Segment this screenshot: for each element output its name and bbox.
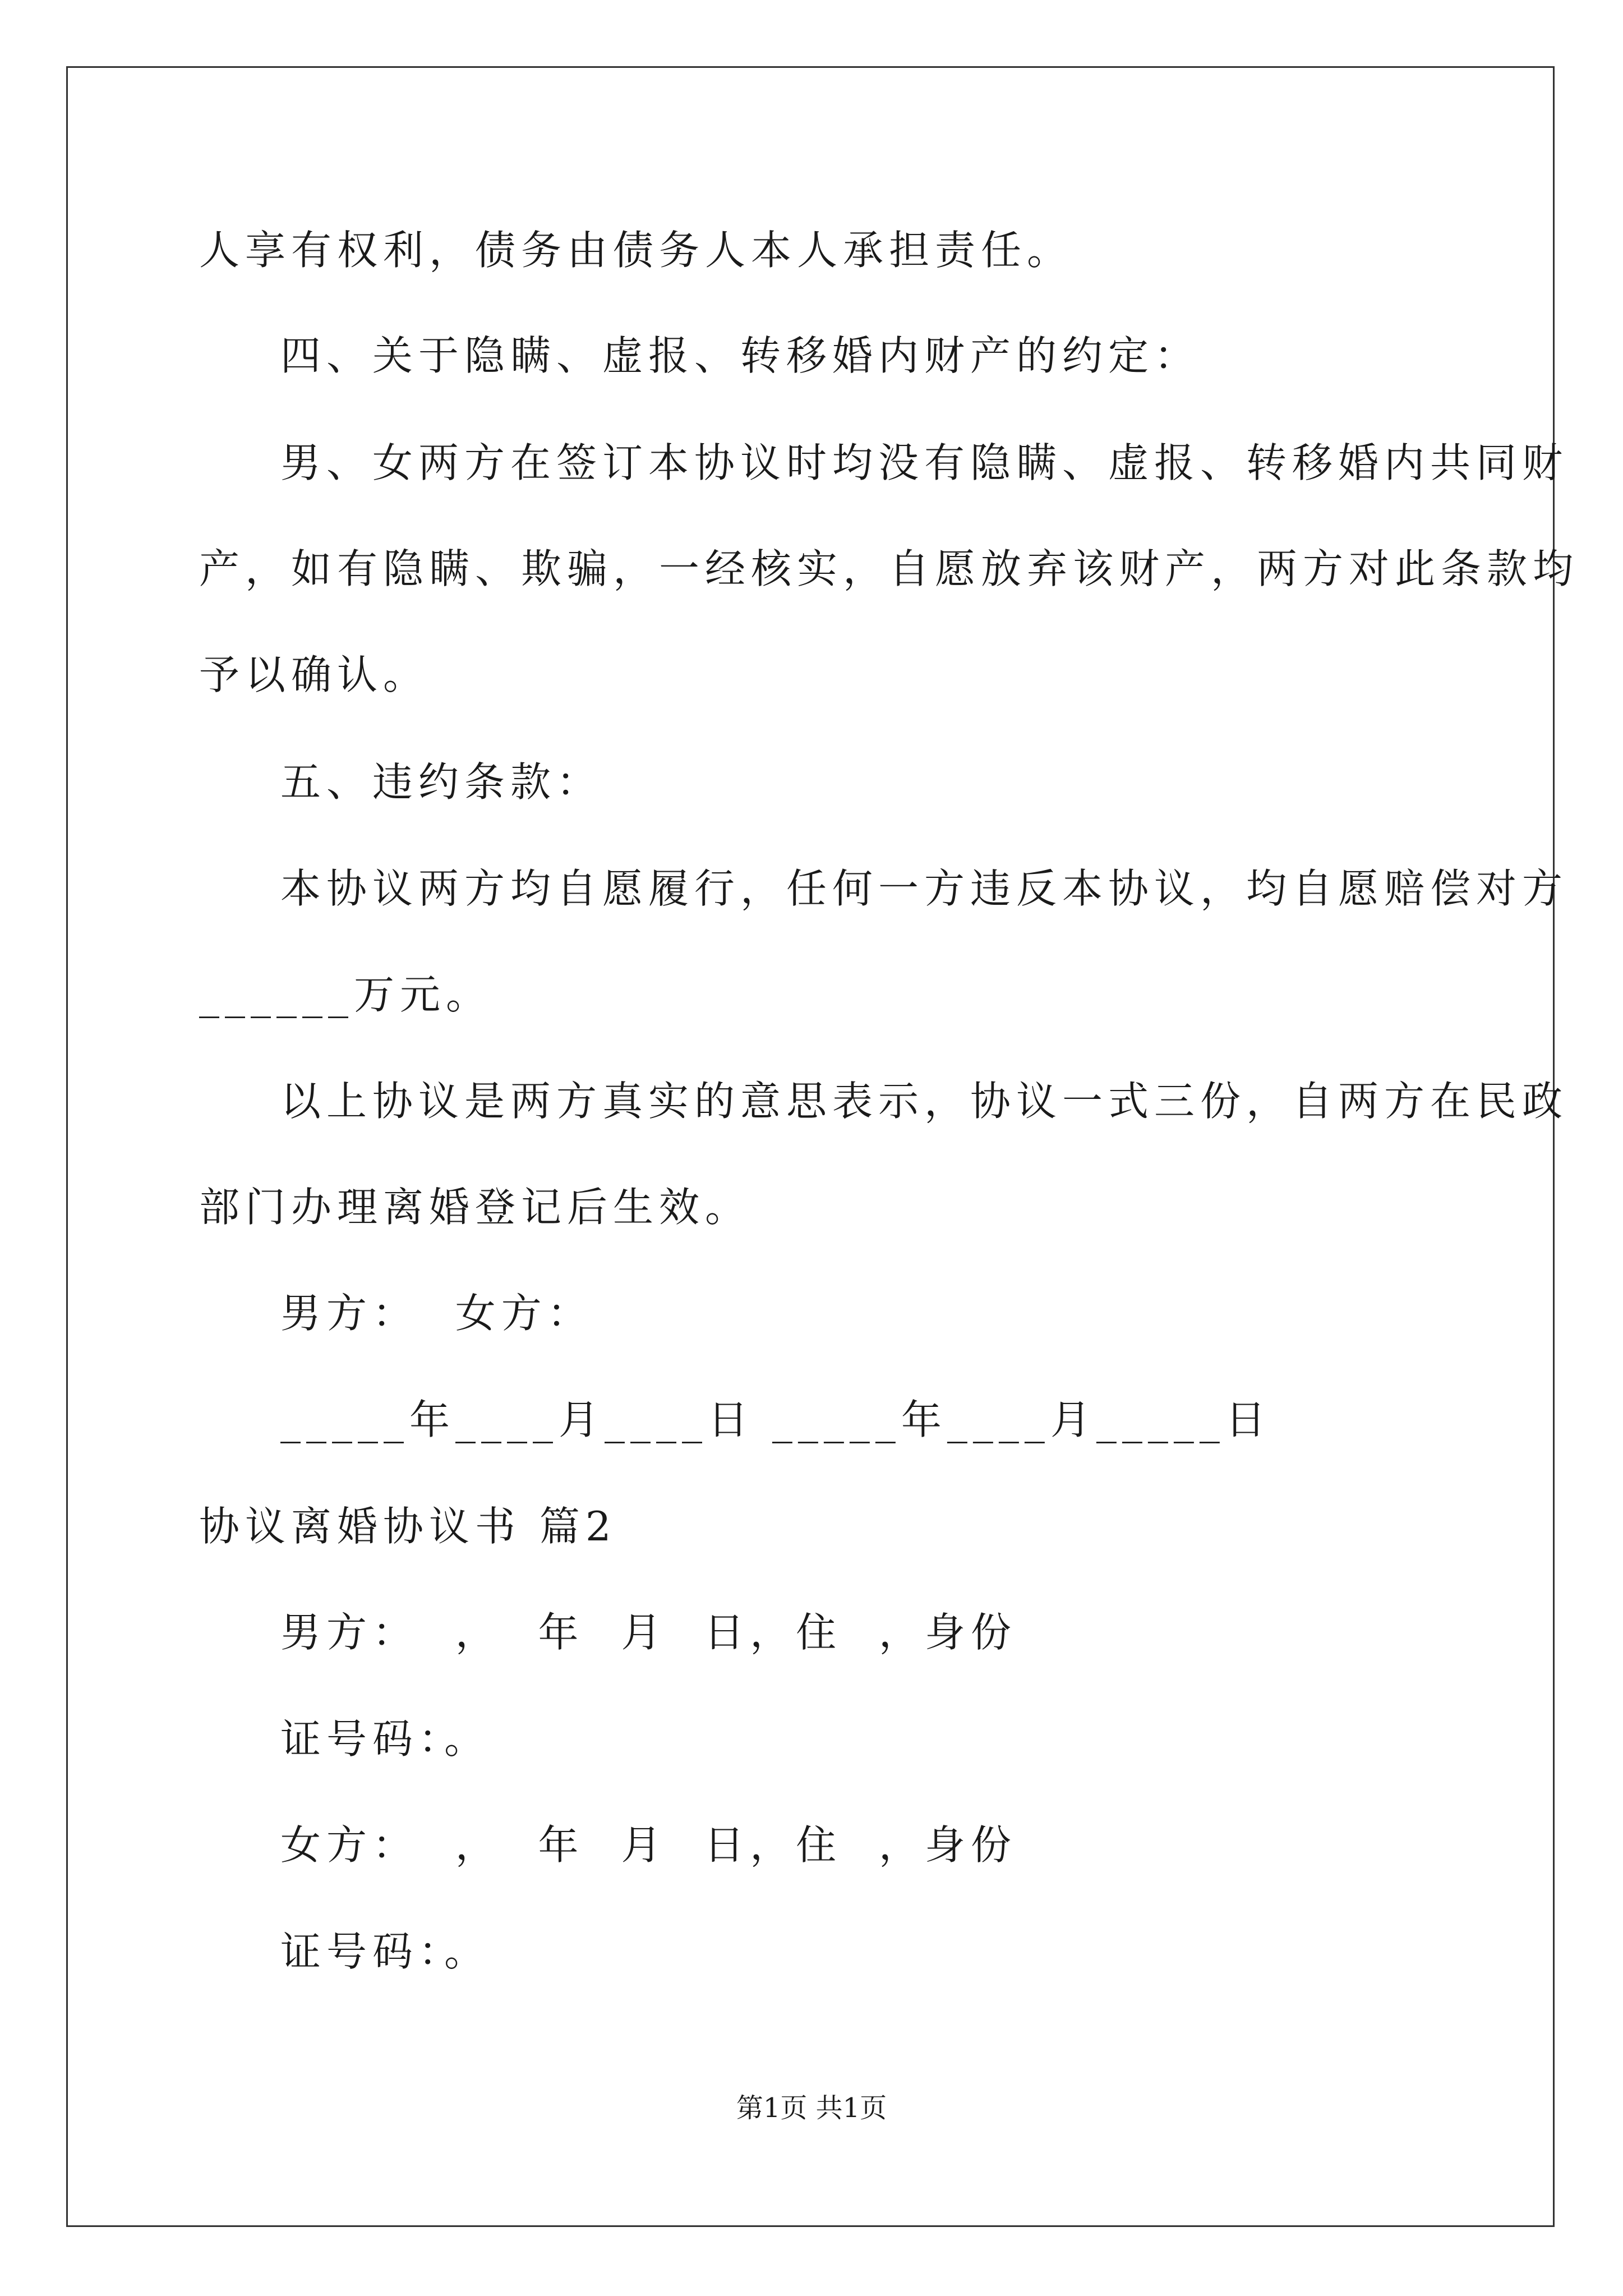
text-line: 本协议两方均自愿履行，任何一方违反本协议，均自愿赔偿对方 bbox=[280, 865, 1569, 912]
text-line: 以上协议是两方真实的意思表示，协议一式三份，自两方在民政 bbox=[280, 1078, 1569, 1125]
date-line: _____年____月____日 _____年____月_____日 bbox=[280, 1396, 1271, 1443]
text-line: 男、女两方在签订本协议时均没有隐瞒、虚报、转移婚内共同财 bbox=[280, 439, 1569, 486]
signature-line: 男方： 女方： bbox=[280, 1290, 593, 1337]
section-heading: 四、关于隐瞒、虚报、转移婚内财产的约定： bbox=[280, 332, 1201, 379]
text-line: 证号码：。 bbox=[280, 1715, 491, 1763]
text-line: 产，如有隐瞒、欺骗，一经核实，自愿放弃该财产，两方对此条款均 bbox=[199, 545, 1579, 592]
text-line: 人享有权利，债务由债务人本人承担责任。 bbox=[199, 227, 1073, 274]
text-line: 部门办理离婚登记后生效。 bbox=[199, 1184, 751, 1231]
text-line: 予以确认。 bbox=[199, 651, 430, 698]
text-line: 女方： ， 年 月 日，住 ，身份 bbox=[280, 1821, 1017, 1869]
text-line: 证号码：。 bbox=[280, 1928, 491, 1975]
section-heading: 五、违约条款： bbox=[280, 758, 603, 806]
text-line: 男方： ， 年 月 日，住 ，身份 bbox=[280, 1609, 1017, 1656]
article-title: 协议离婚协议书 篇2 bbox=[199, 1503, 617, 1550]
text-line: ______万元。 bbox=[199, 971, 492, 1018]
page-footer: 第1页 共1页 bbox=[736, 2092, 887, 2124]
